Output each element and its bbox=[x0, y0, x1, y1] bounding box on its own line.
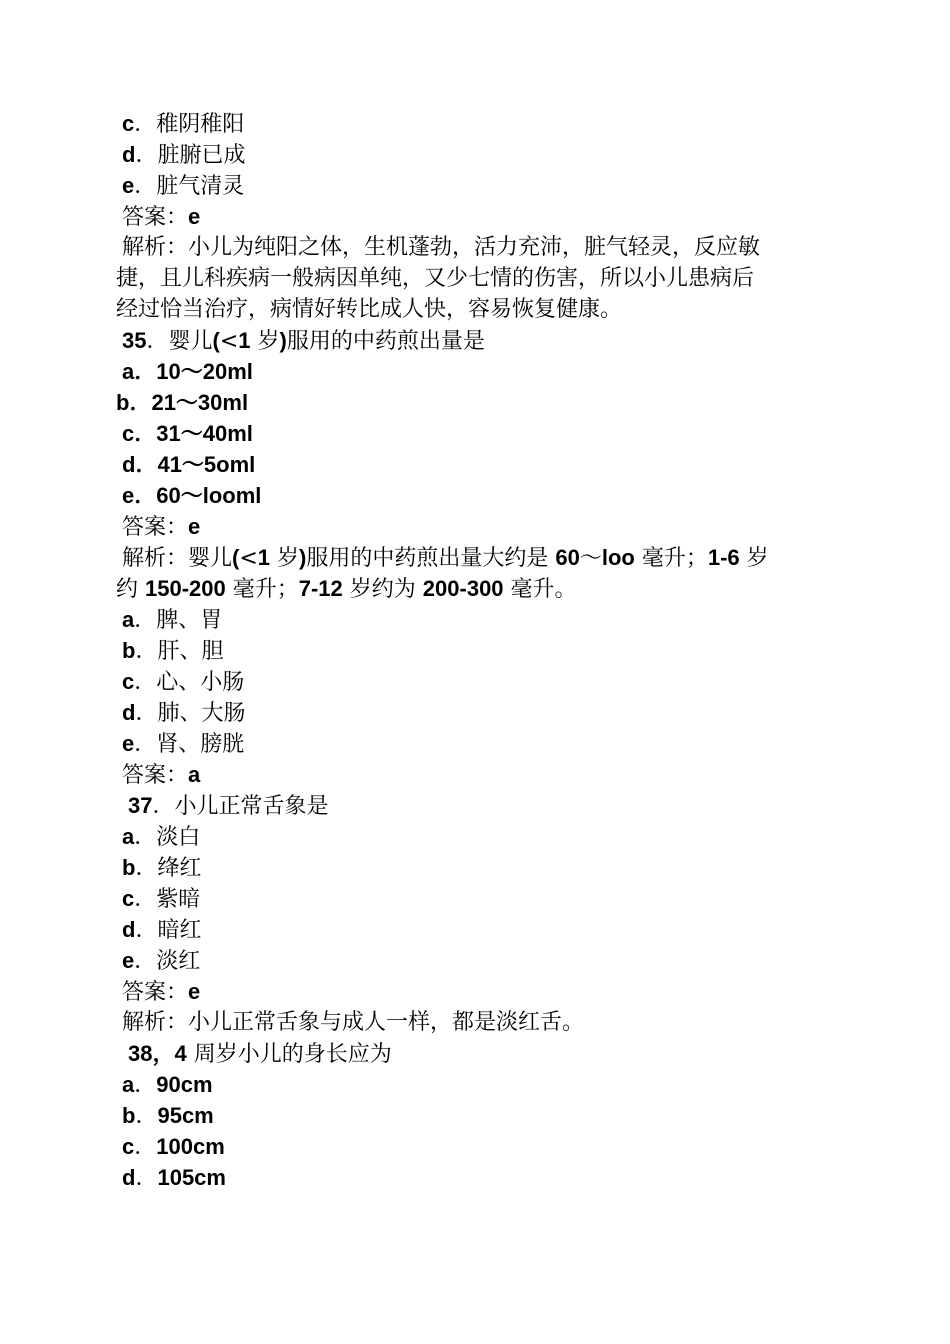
option-c: c．紫暗 bbox=[122, 886, 201, 912]
question-37: 37．小儿正常舌象是 bbox=[128, 793, 329, 819]
option-a: a．90cm bbox=[122, 1072, 213, 1098]
answer-line: 答案：a bbox=[122, 762, 201, 788]
explanation-line: 解析：小儿为纯阳之体，生机蓬勃，活力充沛，脏气轻灵，反应敏 bbox=[122, 235, 761, 260]
question-35: 35．婴儿(<1 岁)服用的中药煎出量是 bbox=[122, 328, 485, 354]
option-e: e．淡红 bbox=[122, 948, 201, 974]
option-e: e．肾、膀胱 bbox=[122, 731, 245, 757]
answer-line bbox=[0, 201, 950, 232]
option-text: ．脏腑已成 bbox=[135, 143, 246, 168]
option-b: b．95cm bbox=[122, 1103, 214, 1129]
option-e: e．60～looml bbox=[122, 483, 262, 508]
answer-label: 答案： bbox=[122, 205, 189, 230]
option-key: c bbox=[122, 111, 135, 136]
option-a: a．10～20ml bbox=[122, 359, 253, 384]
option-c: c．心、小肠 bbox=[122, 669, 245, 695]
explanation-line: 解析：婴儿(<1 岁)服用的中药煎出量大约是 60～loo 毫升；1-6 岁 bbox=[122, 545, 769, 571]
option-c: c．100cm bbox=[122, 1134, 225, 1160]
question-38: 38，4 周岁小儿的身长应为 bbox=[128, 1041, 392, 1067]
option-text: ．稚阴稚阳 bbox=[134, 112, 245, 137]
explanation-line: 约 150-200 毫升；7-12 岁约为 200-300 毫升。 bbox=[116, 576, 577, 602]
document-page bbox=[0, 108, 950, 1193]
option-d: d．105cm bbox=[122, 1165, 226, 1191]
option-b: b．21～30ml bbox=[116, 390, 249, 415]
answer-line: 答案：e bbox=[122, 514, 201, 540]
option-key: d bbox=[122, 142, 136, 167]
question-number: 35 bbox=[122, 328, 147, 353]
option-e bbox=[0, 170, 950, 201]
option-b: b．绛红 bbox=[122, 855, 202, 881]
option-b: b．肝、胆 bbox=[122, 638, 224, 664]
option-d: d．暗红 bbox=[122, 917, 202, 943]
option-d bbox=[0, 139, 950, 170]
explanation-line: 经过恰当治疗，病情好转比成人快，容易恢复健康。 bbox=[116, 297, 623, 322]
option-c bbox=[0, 108, 950, 139]
option-a: a．淡白 bbox=[122, 824, 201, 850]
option-d: d．41～5oml bbox=[122, 452, 256, 477]
option-d: d．肺、大肠 bbox=[122, 700, 246, 726]
answer-value: e bbox=[188, 204, 201, 229]
explanation-line: 解析：小儿正常舌象与成人一样，都是淡红舌。 bbox=[122, 1010, 585, 1035]
answer-line: 答案：e bbox=[122, 979, 201, 1005]
option-c: c．31～40ml bbox=[122, 421, 253, 446]
explanation-line: 捷，且儿科疾病一般病因单纯，又少七情的伤害，所以小儿患病后 bbox=[116, 266, 755, 291]
option-key: e bbox=[122, 173, 135, 198]
option-text: ．脏气清灵 bbox=[134, 174, 245, 199]
option-a: a．脾、胃 bbox=[122, 607, 223, 633]
